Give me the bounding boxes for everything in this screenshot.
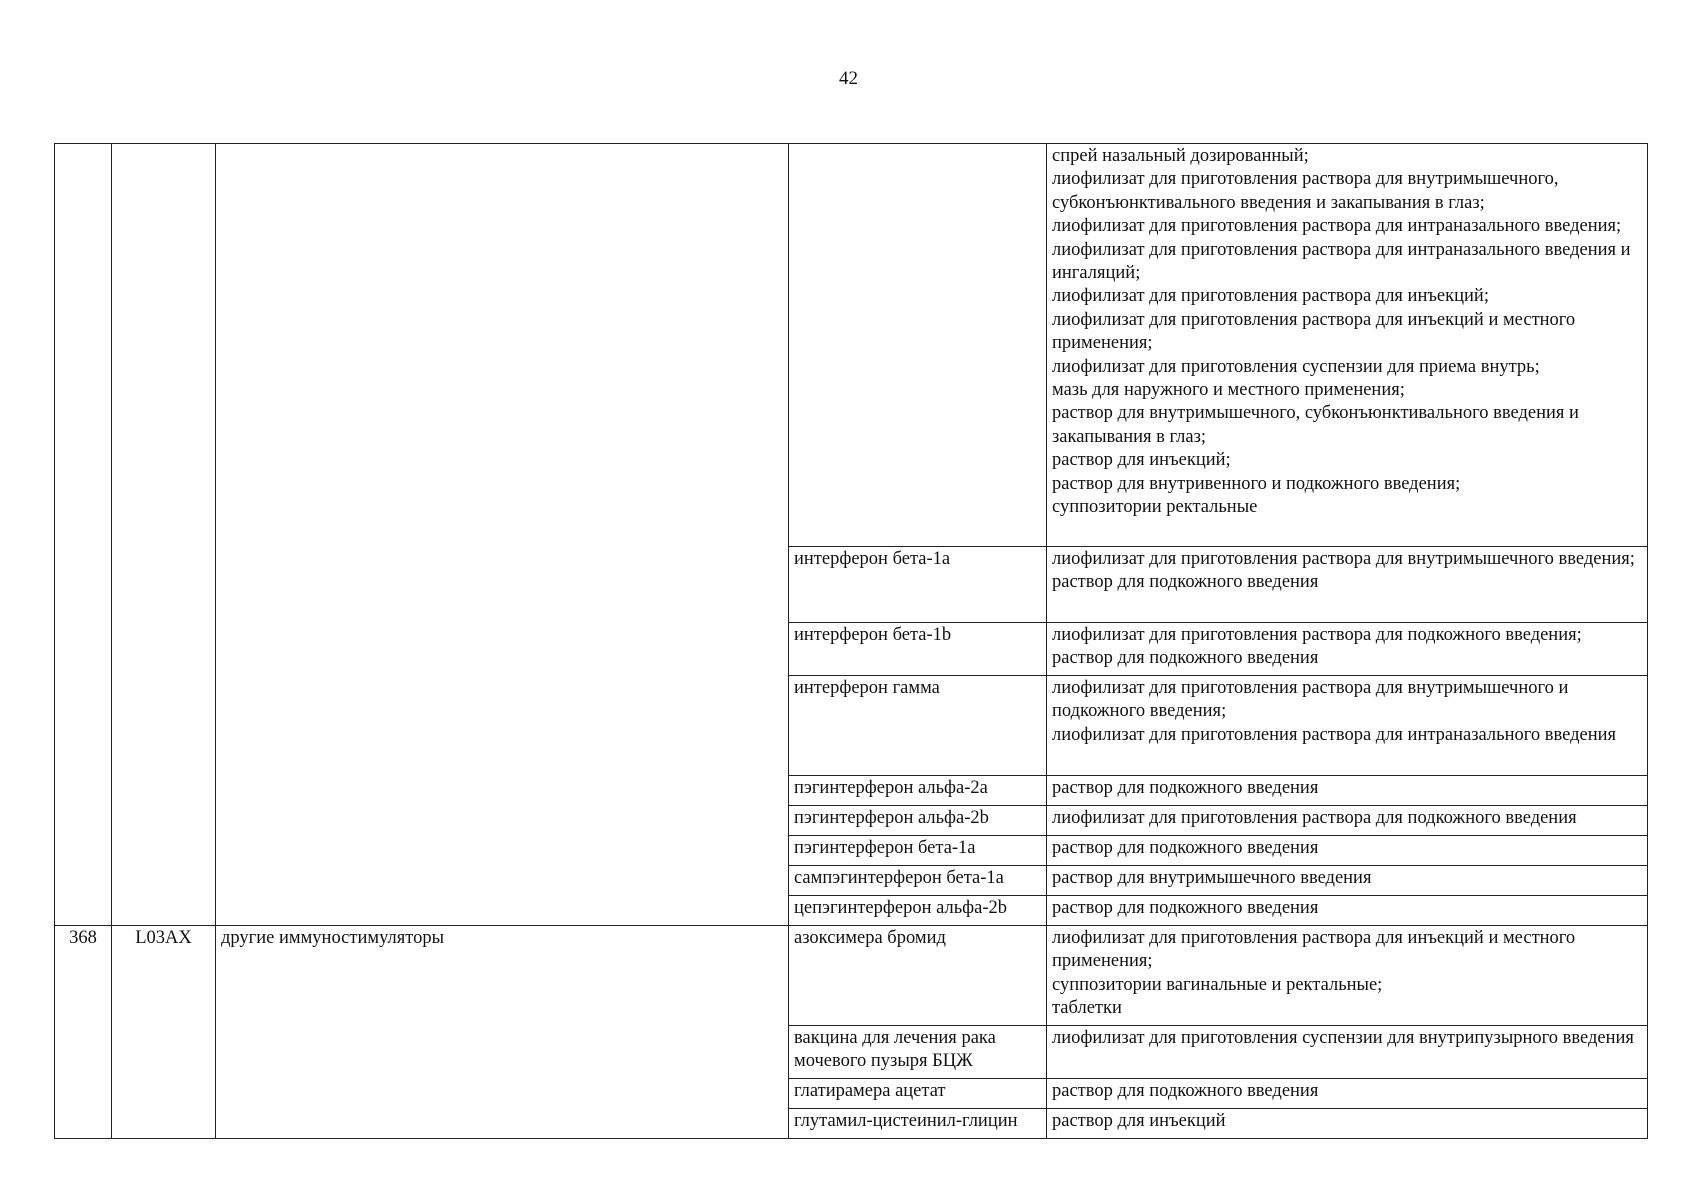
dosage-form: лиофилизат для приготовления суспензии для приема внутрь;	[1052, 356, 1540, 377]
drug-name: пэгинтерферон альфа-2b	[789, 806, 1047, 836]
group-title-cell: другие иммуностимуляторы	[216, 926, 789, 1139]
drug-name: интерферон бета-1b	[789, 623, 1047, 676]
dosage-forms	[1047, 866, 1648, 896]
dosage-forms	[1047, 776, 1648, 806]
drug-name: интерферон гамма	[789, 676, 1047, 776]
dosage-forms	[1047, 836, 1648, 866]
dosage-form: лиофилизат для приготовления раствора для инъекций и местного применения;	[1052, 928, 1576, 972]
dosage-form: лиофилизат для приготовления раствора для внутримышечного введения;	[1052, 549, 1635, 569]
drug-name: пэгинтерферон альфа-2a	[789, 776, 1047, 806]
dosage-form: лиофилизат для приготовления суспензии для внутрипузырного введения	[1052, 1028, 1634, 1048]
dosage-form: лиофилизат для приготовления раствора для подкожного введения	[1052, 808, 1577, 828]
drug-name: глатирамера ацетат	[789, 1079, 1047, 1109]
dosage-form: лиофилизат для приготовления раствора для внутримышечного, субконъюнктивального введения и закапывания в глаз;	[1052, 169, 1559, 213]
dosage-form: раствор для подкожного введения	[1052, 838, 1319, 858]
dosage-forms	[1047, 806, 1648, 836]
row-number-cell: 368	[55, 926, 112, 1139]
dosage-form: лиофилизат для приготовления раствора для инъекций;	[1052, 286, 1489, 307]
drug-name: сампэгинтерферон бета-1a	[789, 866, 1047, 896]
dosage-forms	[1047, 1109, 1648, 1139]
dosage-form: раствор для внутривенного и подкожного введения;	[1052, 473, 1461, 494]
dosage-form: лиофилизат для приготовления раствора для инъекций и местного применения;	[1052, 309, 1576, 354]
dosage-form: раствор для подкожного введения	[1052, 572, 1319, 593]
dosage-form: раствор для подкожного введения	[1052, 1081, 1319, 1101]
dosage-form: таблетки	[1052, 998, 1122, 1019]
dosage-forms	[1047, 896, 1648, 926]
drug-name: вакцина для лечения рака мочевого пузыря БЦЖ	[789, 1026, 1047, 1079]
dosage-form: лиофилизат для приготовления раствора для интраназального введения	[1052, 724, 1617, 745]
dosage-form: лиофилизат для приготовления раствора для внутримышечного и подкожного введения;	[1052, 678, 1569, 722]
atc-code-cell	[112, 144, 216, 926]
dosage-forms	[1047, 676, 1648, 776]
drug-table	[54, 143, 1648, 1139]
drug-name: цепэгинтерферон альфа-2b	[789, 896, 1047, 926]
drug-name	[789, 144, 1047, 547]
dosage-forms	[1047, 144, 1648, 547]
table-row	[55, 926, 1648, 1026]
dosage-form: лиофилизат для приготовления раствора для подкожного введения;	[1052, 625, 1582, 645]
dosage-form: раствор для внутримышечного, субконъюнктивального введения и закапывания в глаз;	[1052, 403, 1579, 447]
dosage-form: лиофилизат для приготовления раствора для интраназального введения и ингаляций;	[1052, 239, 1631, 284]
dosage-form: суппозитории вагинальные и ректальные;	[1052, 974, 1383, 995]
drug-name: азоксимера бромид	[789, 926, 1047, 1026]
dosage-form: раствор для внутримышечного введения	[1052, 868, 1372, 888]
dosage-form: мазь для наружного и местного применения;	[1052, 380, 1405, 401]
dosage-form: спрей назальный дозированный;	[1052, 146, 1309, 166]
dosage-form: лиофилизат для приготовления раствора для интраназального введения;	[1052, 216, 1622, 237]
dosage-form: раствор для инъекций;	[1052, 450, 1231, 471]
row-number-cell	[55, 144, 112, 926]
dosage-forms	[1047, 1079, 1648, 1109]
dosage-form: раствор для инъекций	[1052, 1111, 1226, 1131]
page-number: 42	[839, 68, 858, 89]
dosage-form: раствор для подкожного введения	[1052, 898, 1319, 918]
dosage-forms	[1047, 547, 1648, 623]
drug-name: пэгинтерферон бета-1a	[789, 836, 1047, 866]
drug-name: интерферон бета-1a	[789, 547, 1047, 623]
table-row	[55, 144, 1648, 547]
dosage-form: раствор для подкожного введения	[1052, 778, 1319, 798]
dosage-forms	[1047, 926, 1648, 1026]
dosage-form: раствор для подкожного введения	[1052, 648, 1319, 669]
dosage-form: суппозитории ректальные	[1052, 497, 1258, 518]
atc-code-cell: L03AX	[112, 926, 216, 1139]
dosage-forms	[1047, 623, 1648, 676]
drug-name: глутамил-цистеинил-глицин	[789, 1109, 1047, 1139]
group-title-cell	[216, 144, 789, 926]
dosage-forms	[1047, 1026, 1648, 1079]
